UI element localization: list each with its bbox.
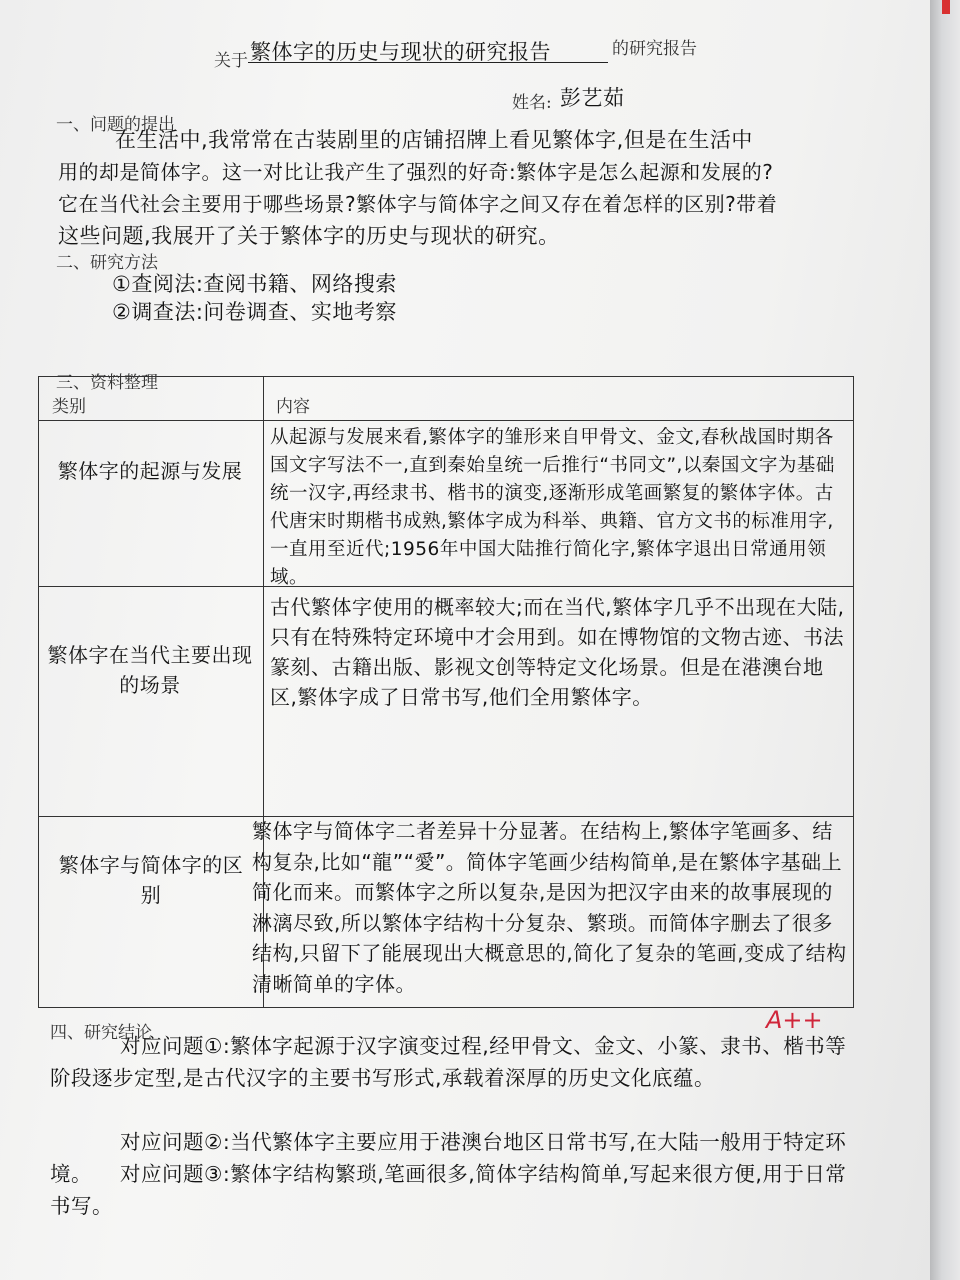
table-header-divider [38, 420, 854, 421]
table-row-category: 繁体字与简体字的区别 [58, 853, 244, 907]
red-corner-mark [942, 0, 950, 14]
title-suffix: 的研究报告 [612, 39, 697, 59]
table-row-content: 从起源与发展来看,繁体字的雏形来自甲骨文、金文,春秋战国时期各国文字写法不一,直到秦始皇统一后推行“书同文”,以秦国文字为基础统一汉字,再经隶书、楷书的演变,逐渐形成笔画繁复的繁体字体。古代唐宋时期楷书成熟,繁体字成为科举、典籍、官方文书的标准用字,一直用至近代;1956年中国大陆推行简化字,繁体字退出日常通用领域。 [270, 427, 835, 588]
section-heading-problem: 一、问题的提出 [56, 115, 175, 135]
underlying-page-edge [930, 0, 960, 1280]
problem-line: 这些问题,我展开了关于繁体字的历史与现状的研究。 [58, 224, 560, 248]
section-heading-conclusion: 四、研究结论 [50, 1023, 152, 1043]
table-header-category: 类别 [52, 397, 86, 417]
conclusion-paragraph: 对应问题①:繁体字起源于汉字演变过程,经甲骨文、金文、小篆、隶书、楷书等阶段逐步定型,是古代汉字的主要书写形式,承载着深厚的历史文化底蕴。 [50, 1034, 847, 1090]
name-label: 姓名: [512, 93, 552, 113]
student-name: 彭艺茹 [560, 86, 625, 110]
conclusion-paragraph: 对应问题③:繁体字结构繁琐,笔画很多,简体字结构简单,写起来很方便,用于日常书写。 [50, 1162, 847, 1218]
problem-line: 它在当代社会主要用于哪些场景?繁体字与简体字之间又存在着怎样的区别?带着 [58, 192, 778, 216]
problem-line: 在生活中,我常常在古装剧里的店铺招牌上看见繁体字,但是在生活中 [115, 128, 753, 152]
table-header-content: 内容 [276, 397, 310, 417]
section-heading-data: 三、资料整理 [56, 373, 158, 393]
title-prefix: 关于 [214, 51, 248, 71]
teacher-grade: A++ [766, 1006, 823, 1034]
method-item: ①查阅法:查阅书籍、网络搜索 [112, 272, 397, 296]
title-topic: 繁体字的历史与现状的研究报告 [250, 40, 551, 64]
table-row-content: 繁体字与简体字二者差异十分显著。在结构上,繁体字笔画多、结构复杂,比如“龍”“愛”。简体字笔画少结构简单,是在繁体字基础上简化而来。而繁体字之所以复杂,是因为把汉字由来的故事展现的淋漓尽致,所以繁体字结构十分复杂、繁琐。而简体字删去了很多结构,只留下了能展现出大概意思的,简化了复杂的笔画,变成了结构清晰简单的字体。 [252, 819, 847, 996]
problem-line: 用的却是简体字。这一对比让我产生了强烈的好奇:繁体字是怎么起源和发展的? [58, 160, 774, 184]
title-underline [248, 62, 608, 63]
section-heading-method: 二、研究方法 [56, 253, 158, 273]
method-item: ②调查法:问卷调查、实地考察 [112, 300, 397, 324]
table-row-content: 古代繁体字使用的概率较大;而在当代,繁体字几乎不出现在大陆,只有在特殊特定环境中才会用到。如在博物馆的文物古迹、书法篆刻、古籍出版、影视文创等特定文化场景。但是在港澳台地区,繁体字成了日常书写,他们全用繁体字。 [270, 595, 845, 709]
table-row-category: 繁体字的起源与发展 [57, 459, 243, 483]
table-row-category: 繁体字在当代主要出现的场景 [47, 643, 253, 697]
conclusion-paragraph: 对应问题②:当代繁体字主要应用于港澳台地区日常书写,在大陆一般用于特定环境。 [50, 1130, 847, 1186]
